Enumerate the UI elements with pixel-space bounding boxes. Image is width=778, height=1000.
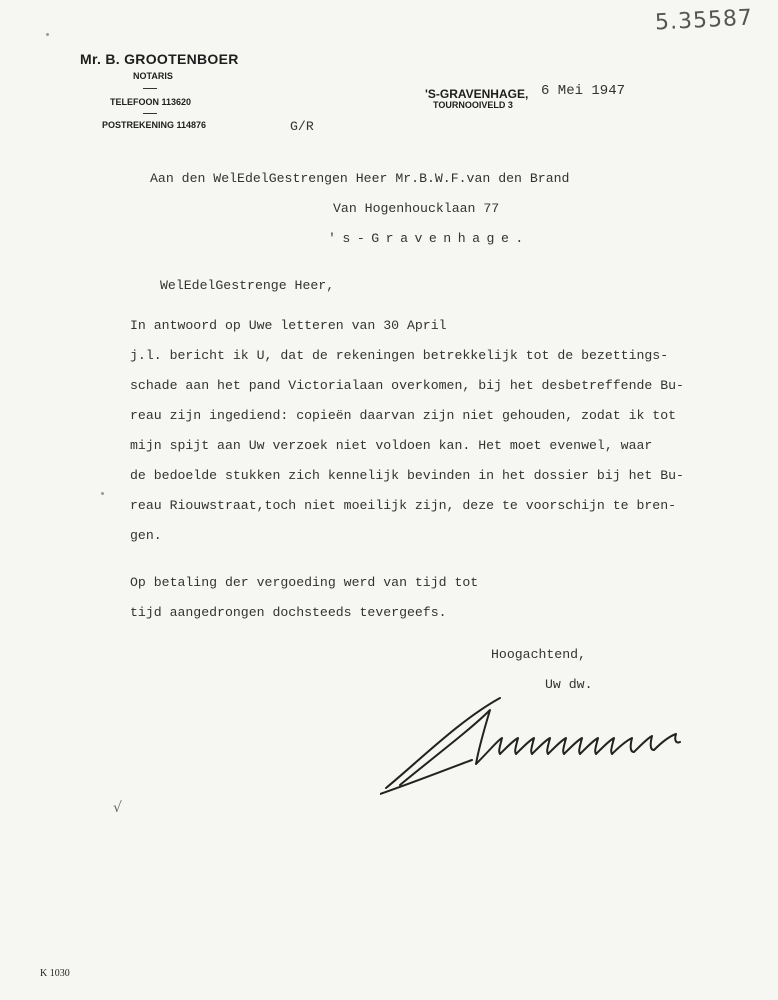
letterhead-city: 'S-GRAVENHAGE, [425,87,529,101]
closing-phrase: Hoogachtend, [491,647,586,662]
body-line: gen. [130,528,162,543]
reference-code: G/R [290,119,314,134]
recipient-line-2: Van Hogenhoucklaan 77 [333,201,500,216]
closing-sign: Uw dw. [545,677,593,692]
salutation: WelEdelGestrenge Heer, [160,278,335,293]
body-line: mijn spijt aan Uw verzoek niet voldoen kan. Het moet evenwel, waar [130,438,653,453]
margin-checkmark: √ [113,800,122,816]
archive-number: 5.35587 [654,5,754,36]
body-line: de bedoelde stukken zich kennelijk bevinden in het dossier bij het Bu- [130,468,684,483]
letterhead-giro: POSTREKENING 114876 [102,120,207,130]
recipient-line-3: 's-Gravenhage. [328,231,530,246]
body-line: schade aan het pand Victorialaan overkomen, bij het desbetreffende Bu- [130,378,684,393]
letter-date: 6 Mei 1947 [541,83,626,99]
letterhead-phone: TELEFOON 113620 [110,97,192,107]
letterhead-name: Mr. B. GROOTENBOER [80,51,239,67]
letterhead-divider [143,88,157,89]
signature-image [380,690,700,800]
paper-dot-mark [46,33,49,36]
recipient-line-1: Aan den WelEdelGestrengen Heer Mr.B.W.F.van den Brand [150,171,570,186]
letterhead-divider [143,113,157,114]
body-line: reau Riouwstraat,toch niet moeilijk zijn, deze te voorschijn te bren- [130,498,677,513]
paper-dot-mark [101,492,104,495]
body-line-blank [130,558,770,575]
body-line: reau zijn ingediend: copieën daarvan zijn niet gehouden, zodat ik tot [130,408,677,423]
letter-body [130,318,770,635]
form-code: K 1030 [40,968,70,979]
body-line: tijd aangedrongen dochsteeds tevergeefs. [130,605,447,620]
body-line: Op betaling der vergoeding werd van tijd tot [130,575,479,590]
letterhead-street: TOURNOOIVELD 3 [433,100,513,110]
body-line: j.l. bericht ik U, dat de rekeningen betrekkelijk tot de bezettings- [130,348,669,363]
body-line: In antwoord op Uwe letteren van 30 April [130,318,447,333]
letterhead-title: NOTARIS [133,71,173,81]
